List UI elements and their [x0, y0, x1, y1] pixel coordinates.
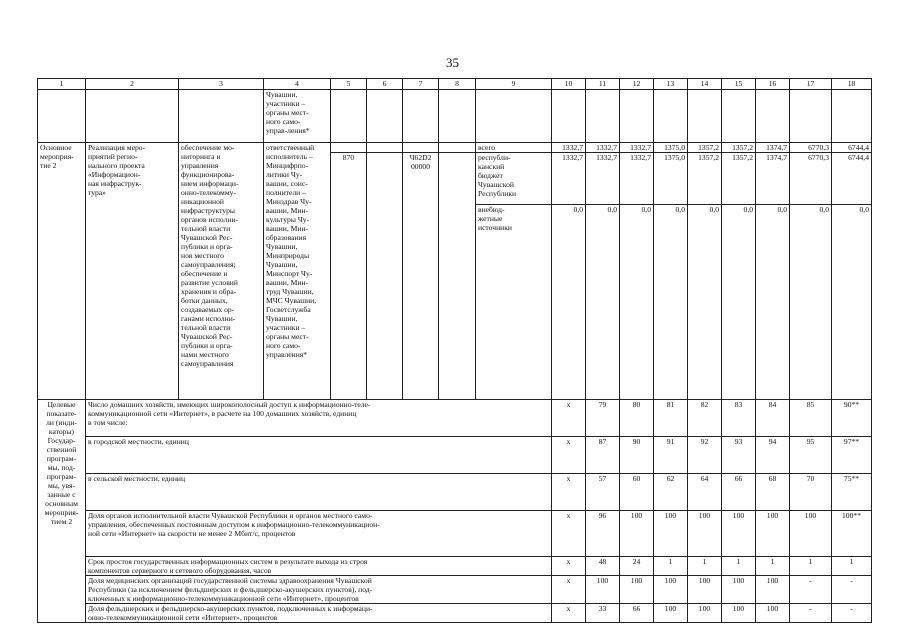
cell-line: Минприроды: [266, 251, 310, 260]
indicator-value: 60: [620, 474, 654, 511]
empty-cell: [439, 90, 476, 143]
funding-value: 0,0: [790, 205, 832, 400]
funding-value: 1332,7: [586, 143, 620, 153]
column-number: 9: [476, 79, 552, 90]
cell-line: Доля медицинских организаций государственной системы здравоохранения Чувашской: [88, 576, 372, 585]
funding-value: 1357,2: [688, 153, 722, 205]
cell-line: програм-: [46, 454, 77, 463]
target-article: [403, 153, 439, 400]
funding-value: 0,0: [552, 205, 586, 400]
cell-line: Число домашних хозяйств, имеющих широкополосный доступ к информационно-теле-: [88, 400, 371, 409]
funding-value: 1332,7: [552, 143, 586, 153]
cell-line: Минздрав Чу-: [266, 197, 312, 206]
indicator-text: [86, 576, 552, 604]
column-number: 16: [756, 79, 790, 90]
cell-line: ботки данных,: [181, 296, 228, 305]
indicator-text: [86, 604, 552, 623]
funding-source: [476, 143, 552, 153]
cell-line: Республики: [478, 189, 517, 198]
cell-line: ниторинга и: [181, 152, 221, 161]
cell-line: Государ-: [47, 436, 76, 445]
cell-line: литики Чу-: [266, 170, 303, 179]
continuation-row: [38, 90, 872, 143]
indicator-value: 94: [756, 437, 790, 474]
indicator-value: 90: [620, 437, 654, 474]
column-number: 17: [790, 79, 832, 90]
cell-line: ной сети «Интернет» на скорости не менее 2 Мбит/с, процентов: [88, 529, 296, 538]
funding-value: 1375,0: [654, 143, 688, 153]
cell-line: Основное: [40, 143, 72, 152]
cell-line: ли (инди-: [46, 418, 77, 427]
empty-cell: [620, 90, 654, 143]
cell-line: в городской местности, единиц: [88, 437, 189, 446]
cell-line: мероприя-: [40, 152, 74, 161]
cell-line: труд Чувашии,: [266, 287, 314, 296]
cell-line: публики и орга-: [181, 341, 233, 350]
indicator-value: 97**: [832, 437, 872, 474]
column-number: 7: [403, 79, 439, 90]
indicator-text: [86, 557, 552, 576]
indicator-value: 92: [688, 437, 722, 474]
cell-line: онно-телекоммуникационной сети «Интернет», процентов: [88, 613, 278, 622]
cell-line: показате-: [46, 409, 77, 418]
cell-line: источники: [478, 223, 512, 232]
grbs-code: 870: [331, 153, 367, 400]
indicator-value: 100: [722, 511, 756, 557]
cell-line: Минспорт Чу-: [266, 269, 313, 278]
indicator-value: 100: [756, 511, 790, 557]
indicator-row: [38, 557, 872, 576]
column-number: 12: [620, 79, 654, 90]
indicator-value: 68: [756, 474, 790, 511]
cell-line: 00000: [411, 162, 430, 171]
cell-line: участники –: [266, 99, 306, 108]
empty-cell: [86, 90, 179, 143]
indicator-value: 100: [620, 511, 654, 557]
cell-line: ответственный: [266, 143, 315, 152]
funding-value: 0,0: [832, 205, 872, 400]
cell-line: органы мест-: [266, 108, 309, 117]
cell-line: приятий регио-: [88, 152, 138, 161]
column-number: 13: [654, 79, 688, 90]
cell-line: «Информацион-: [88, 170, 141, 179]
cell-line: компонентов серверного и сетевого оборудования, часов: [88, 566, 272, 575]
funding-value: 0,0: [688, 205, 722, 400]
cell-line: ственной: [46, 445, 77, 454]
cell-line: нами местного: [181, 350, 229, 359]
indicator-value: 82: [688, 400, 722, 437]
funding-value: 0,0: [722, 205, 756, 400]
funding-value: 1357,2: [722, 153, 756, 205]
indicator-value: 66: [722, 474, 756, 511]
indicator-value: 96: [586, 511, 620, 557]
indicator-value: 100: [756, 576, 790, 604]
funding-value: 0,0: [586, 205, 620, 400]
indicator-x: x: [552, 604, 586, 623]
cell-line: вашии, Мин-: [266, 278, 309, 287]
indicator-text: [86, 474, 552, 511]
cell-line: Целевые: [47, 400, 76, 409]
indicator-value: 87: [586, 437, 620, 474]
indicator-value: 95: [790, 437, 832, 474]
indicator-text: [86, 511, 552, 557]
cell-line: обеспечение мо-: [181, 143, 235, 152]
indicator-value: 75**: [832, 474, 872, 511]
indicator-x: x: [552, 437, 586, 474]
cell-line: Реализация меро-: [88, 143, 146, 152]
indicator-value: 83: [722, 400, 756, 437]
funding-source: [476, 205, 552, 400]
cell-line: Ч62D2: [409, 153, 432, 162]
cell-line: основным: [45, 499, 78, 508]
indicator-row: [38, 576, 872, 604]
empty-cell: [722, 90, 756, 143]
empty-cell: [756, 90, 790, 143]
cell-line: каторы): [48, 427, 75, 436]
cell-line: нием информаци-: [181, 179, 239, 188]
empty-cell: [832, 90, 872, 143]
measure-row: [38, 143, 872, 153]
cell-line: Минцифрпо-: [266, 161, 309, 170]
cell-line: создаваемых ор-: [181, 305, 235, 314]
indicator-value: 1: [654, 557, 688, 576]
empty-cell: [439, 143, 476, 153]
empty-cell: [179, 90, 264, 143]
cell-line: програм-: [46, 472, 77, 481]
indicator-value: 1: [688, 557, 722, 576]
funding-value: 1374,7: [756, 143, 790, 153]
cell-line: мероприя-: [44, 508, 79, 517]
cell-line: в сельской местности, единиц: [88, 474, 186, 483]
empty-cell: [439, 153, 476, 400]
empty-cell: [586, 90, 620, 143]
cell-line: мы, увя-: [47, 481, 75, 490]
cell-line: Чувашии,: [266, 314, 298, 323]
cell-line: бюджет: [478, 171, 503, 180]
indicator-value: 100: [654, 604, 688, 623]
cell-line: Чувашской: [478, 180, 514, 189]
indicator-value: 100: [790, 511, 832, 557]
cell-line: культуры Чу-: [266, 215, 310, 224]
cell-line: Чувашской Рес-: [181, 233, 233, 242]
cell-line: управ-ления*: [266, 126, 310, 135]
indicator-x: x: [552, 576, 586, 604]
cell-line: полнители –: [266, 188, 306, 197]
project-name: [86, 143, 179, 400]
column-number: 15: [722, 79, 756, 90]
cell-line: тием 2: [50, 517, 73, 526]
column-number: 14: [688, 79, 722, 90]
indicator-value: 1: [756, 557, 790, 576]
indicator-value: 24: [620, 557, 654, 576]
indicator-value: 90**: [832, 400, 872, 437]
indicator-value: 100: [586, 576, 620, 604]
project-goal: [179, 143, 264, 400]
column-number: 1: [38, 79, 86, 90]
funding-value: 1357,2: [722, 143, 756, 153]
empty-cell: [790, 90, 832, 143]
column-number: 2: [86, 79, 179, 90]
funding-source: [476, 153, 552, 205]
funding-value: 0,0: [654, 205, 688, 400]
indicator-value: 100: [756, 604, 790, 623]
cell-line: онно-телекомму-: [181, 188, 236, 197]
cell-line: внебюд-: [478, 205, 505, 214]
cell-line: тельной власти: [181, 323, 231, 332]
empty-cell: [367, 90, 403, 143]
cell-line: ганами исполни-: [181, 314, 236, 323]
indicator-value: 64: [688, 474, 722, 511]
column-number: 6: [367, 79, 403, 90]
indicator-value: 100: [688, 604, 722, 623]
funding-value: 0,0: [620, 205, 654, 400]
empty-cell: [38, 90, 86, 143]
cell-line: Чувашии,: [266, 260, 298, 269]
cell-line: вашии, соис-: [266, 179, 308, 188]
empty-cell: [331, 143, 367, 153]
page-number: 35: [446, 55, 459, 70]
indicator-value: 33: [586, 604, 620, 623]
funding-value: 1375,0: [654, 153, 688, 205]
indicator-value: 91: [654, 437, 688, 474]
indicator-value: 100: [722, 604, 756, 623]
indicator-value: 100: [654, 576, 688, 604]
column-number: 5: [331, 79, 367, 90]
indicator-value: 80: [620, 400, 654, 437]
cell-line: нов местного: [181, 251, 224, 260]
column-number: 18: [832, 79, 872, 90]
empty-cell: [654, 90, 688, 143]
column-number: 11: [586, 79, 620, 90]
cell-line: тура»: [88, 188, 106, 197]
indicator-x: x: [552, 400, 586, 437]
indicator-value: 1: [832, 557, 872, 576]
funding-value: 1332,7: [620, 143, 654, 153]
cell-line: Госветслужба: [266, 305, 311, 314]
indicator-x: x: [552, 557, 586, 576]
empty-cell: [688, 90, 722, 143]
indicator-value: 100**: [832, 511, 872, 557]
cell-line: органов исполни-: [181, 215, 239, 224]
indicator-value: 57: [586, 474, 620, 511]
cell-line: МЧС Чувашии,: [266, 296, 317, 305]
indicators-label: [38, 400, 86, 623]
cell-line: развитие условий: [181, 278, 238, 287]
header-row: [38, 79, 872, 90]
cell-line: самоуправления;: [181, 260, 236, 269]
indicator-value: 79: [586, 400, 620, 437]
cell-line: ная инфраструк-: [88, 179, 142, 188]
cell-line: управления: [181, 161, 219, 170]
indicator-value: 100: [620, 576, 654, 604]
column-number: 3: [179, 79, 264, 90]
funding-value: 6744,4: [832, 143, 872, 153]
funding-value: 1357,2: [688, 143, 722, 153]
funding-value: 6744,4: [832, 153, 872, 205]
empty-cell: [367, 153, 403, 400]
funding-value: 1332,7: [620, 153, 654, 205]
cell-line: Чувашии,: [266, 242, 298, 251]
funding-value: 1332,7: [586, 153, 620, 205]
budget-table: [37, 78, 872, 623]
empty-cell: [331, 90, 367, 143]
cell-line: самоуправления: [181, 359, 234, 368]
indicator-value: -: [790, 576, 832, 604]
indicator-value: 1: [790, 557, 832, 576]
indicator-value: 81: [654, 400, 688, 437]
executors: [264, 143, 331, 400]
indicator-value: 66: [620, 604, 654, 623]
indicator-value: -: [832, 576, 872, 604]
funding-value: 1332,7: [552, 153, 586, 205]
cell-line: республи-: [478, 153, 511, 162]
indicator-value: 100: [688, 576, 722, 604]
indicator-value: 70: [790, 474, 832, 511]
cell-line: Чувашской Рес-: [181, 332, 233, 341]
indicator-row: [38, 474, 872, 511]
cell-line: ключенных к информационно-телекоммуникационной сети «Интернет», процентов: [88, 594, 359, 603]
column-number: 4: [264, 79, 331, 90]
cell-line: управления*: [266, 350, 308, 359]
funding-value: 6770,3: [790, 153, 832, 205]
indicator-value: 100: [654, 511, 688, 557]
cell-line: образования: [266, 233, 307, 242]
cell-line: тие 2: [40, 161, 57, 170]
indicator-value: -: [790, 604, 832, 623]
cell-line: публики и орга-: [181, 242, 233, 251]
indicator-value: 85: [790, 400, 832, 437]
cell-line: всего: [478, 143, 496, 152]
cell-line: исполнитель –: [266, 152, 313, 161]
indicator-text: [86, 437, 552, 474]
cell-line: в том числе:: [88, 418, 128, 427]
cell-line: ного само-: [266, 117, 301, 126]
funding-value: 1374,7: [756, 153, 790, 205]
empty-cell: [552, 90, 586, 143]
indicator-value: 84: [756, 400, 790, 437]
cell-line: функционирова-: [181, 170, 235, 179]
cell-line: тельной власти: [181, 224, 231, 233]
cell-line: вашии, Мин-: [266, 224, 309, 233]
cell-line: жетные: [478, 214, 503, 223]
indicator-text: [86, 400, 552, 437]
cell-line: канский: [478, 162, 505, 171]
cell-line: мы, под-: [47, 463, 76, 472]
cell-line: ного само-: [266, 341, 301, 350]
indicator-row: [38, 511, 872, 557]
cell-line: нального проекта: [88, 161, 145, 170]
cell-line: хранения и обра-: [181, 287, 237, 296]
cell-line: Доля органов исполнительной власти Чувашской Республики и органов местного само-: [88, 511, 373, 520]
indicator-row: [38, 437, 872, 474]
cell-line: Доля фельдшерских и фельдшерско-акушерских пунктов, подключенных к информаци-: [88, 604, 373, 613]
cell-line: никационной: [181, 197, 224, 206]
indicator-row: [38, 400, 872, 437]
cell-line: органы мест-: [266, 332, 309, 341]
cell-line: Чувашии,: [266, 90, 298, 99]
indicator-value: 100: [688, 511, 722, 557]
cell-line: Срок простоя государственных информационных систем в результате выхода из строя: [88, 557, 368, 566]
indicator-value: 100: [722, 576, 756, 604]
column-number: 8: [439, 79, 476, 90]
measure-label: [38, 143, 86, 400]
indicator-x: x: [552, 474, 586, 511]
empty-cell: [476, 90, 552, 143]
cell-line: занные с: [47, 490, 76, 499]
cell-line: вашии, Мин-: [266, 206, 309, 215]
indicator-value: -: [832, 604, 872, 623]
empty-cell: [403, 90, 439, 143]
cell-line: участники –: [266, 323, 306, 332]
cell-line: Республики (за исключением фельдшерских и фельдшерско-акушерских пунктов), под-: [88, 585, 373, 594]
indicator-value: 48: [586, 557, 620, 576]
cell-line: инфраструктуры: [181, 206, 235, 215]
cell-line: обеспечение и: [181, 269, 228, 278]
empty-cell: [403, 143, 439, 153]
indicator-value: 1: [722, 557, 756, 576]
indicator-x: x: [552, 511, 586, 557]
empty-cell: [367, 143, 403, 153]
indicator-row: [38, 604, 872, 623]
indicator-value: 62: [654, 474, 688, 511]
column-number: 10: [552, 79, 586, 90]
cell-line: коммуникационной сети «Интернет», в расчете на 100 домашних хозяйств, единиц: [88, 409, 357, 418]
funding-value: 6770,3: [790, 143, 832, 153]
funding-value: 0,0: [756, 205, 790, 400]
cell-line: управления, обеспеченных постоянным доступом к информационно-телекоммуникацион-: [88, 520, 380, 529]
indicator-value: 93: [722, 437, 756, 474]
executors-continuation: [264, 90, 331, 143]
